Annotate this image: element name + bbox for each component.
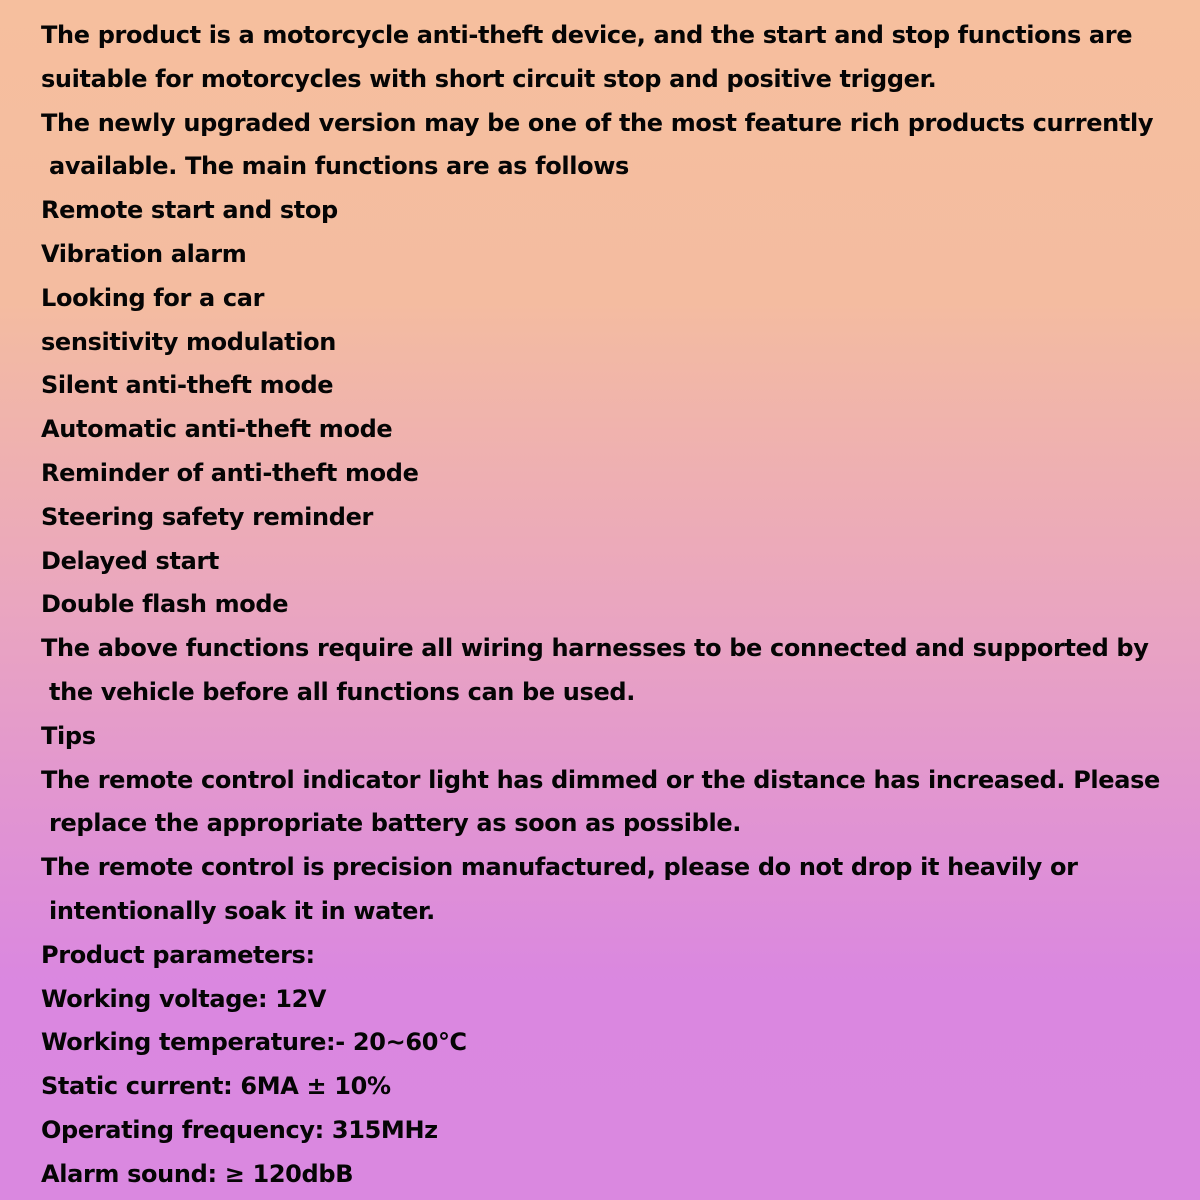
parameter-static-current: Static current: 6MA ± 10% (41, 1072, 391, 1101)
intro-line-2: suitable for motorcycles with short circuit stop and positive trigger. (41, 64, 937, 93)
tip-1-line-1: The remote control indicator light has dimmed or the distance has increased. Please (41, 765, 1160, 794)
tip-2-line-1: The remote control is precision manufactured, please do not drop it heavily or (41, 853, 1078, 882)
parameters-heading: Product parameters: (41, 940, 315, 969)
function-item: Vibration alarm (41, 239, 247, 268)
function-item: Double flash mode (41, 590, 289, 619)
function-item: Steering safety reminder (41, 502, 373, 531)
intro-line-1: The product is a motorcycle anti-theft device, and the start and stop functions are (41, 21, 1133, 49)
intro-line-4: available. The main functions are as follows (49, 152, 629, 181)
function-item: sensitivity modulation (41, 327, 336, 356)
requirement-line-1: The above functions require all wiring harnesses to be connected and supported by (41, 634, 1149, 663)
function-item: Reminder of anti-theft mode (41, 458, 419, 487)
requirement-line-2: the vehicle before all functions can be used. (49, 677, 635, 706)
intro-line-3: The newly upgraded version may be one of the most feature rich products currently (41, 108, 1154, 137)
parameter-working-voltage: Working voltage: 12V (41, 984, 327, 1013)
tip-1-line-2: replace the appropriate battery as soon as possible. (49, 809, 742, 838)
function-item: Silent anti-theft mode (41, 371, 334, 400)
parameter-alarm-sound: Alarm sound: ≥ 120dbB (41, 1159, 354, 1188)
tips-heading: Tips (41, 721, 96, 750)
function-item: Automatic anti-theft mode (41, 415, 393, 444)
function-item: Remote start and stop (41, 196, 338, 225)
function-item: Looking for a car (41, 283, 265, 312)
parameter-operating-frequency: Operating frequency: 315MHz (41, 1115, 438, 1144)
function-item: Delayed start (41, 546, 220, 575)
parameter-working-temperature: Working temperature:- 20~60℃ (41, 1028, 467, 1057)
tip-2-line-2: intentionally soak it in water. (49, 896, 435, 925)
